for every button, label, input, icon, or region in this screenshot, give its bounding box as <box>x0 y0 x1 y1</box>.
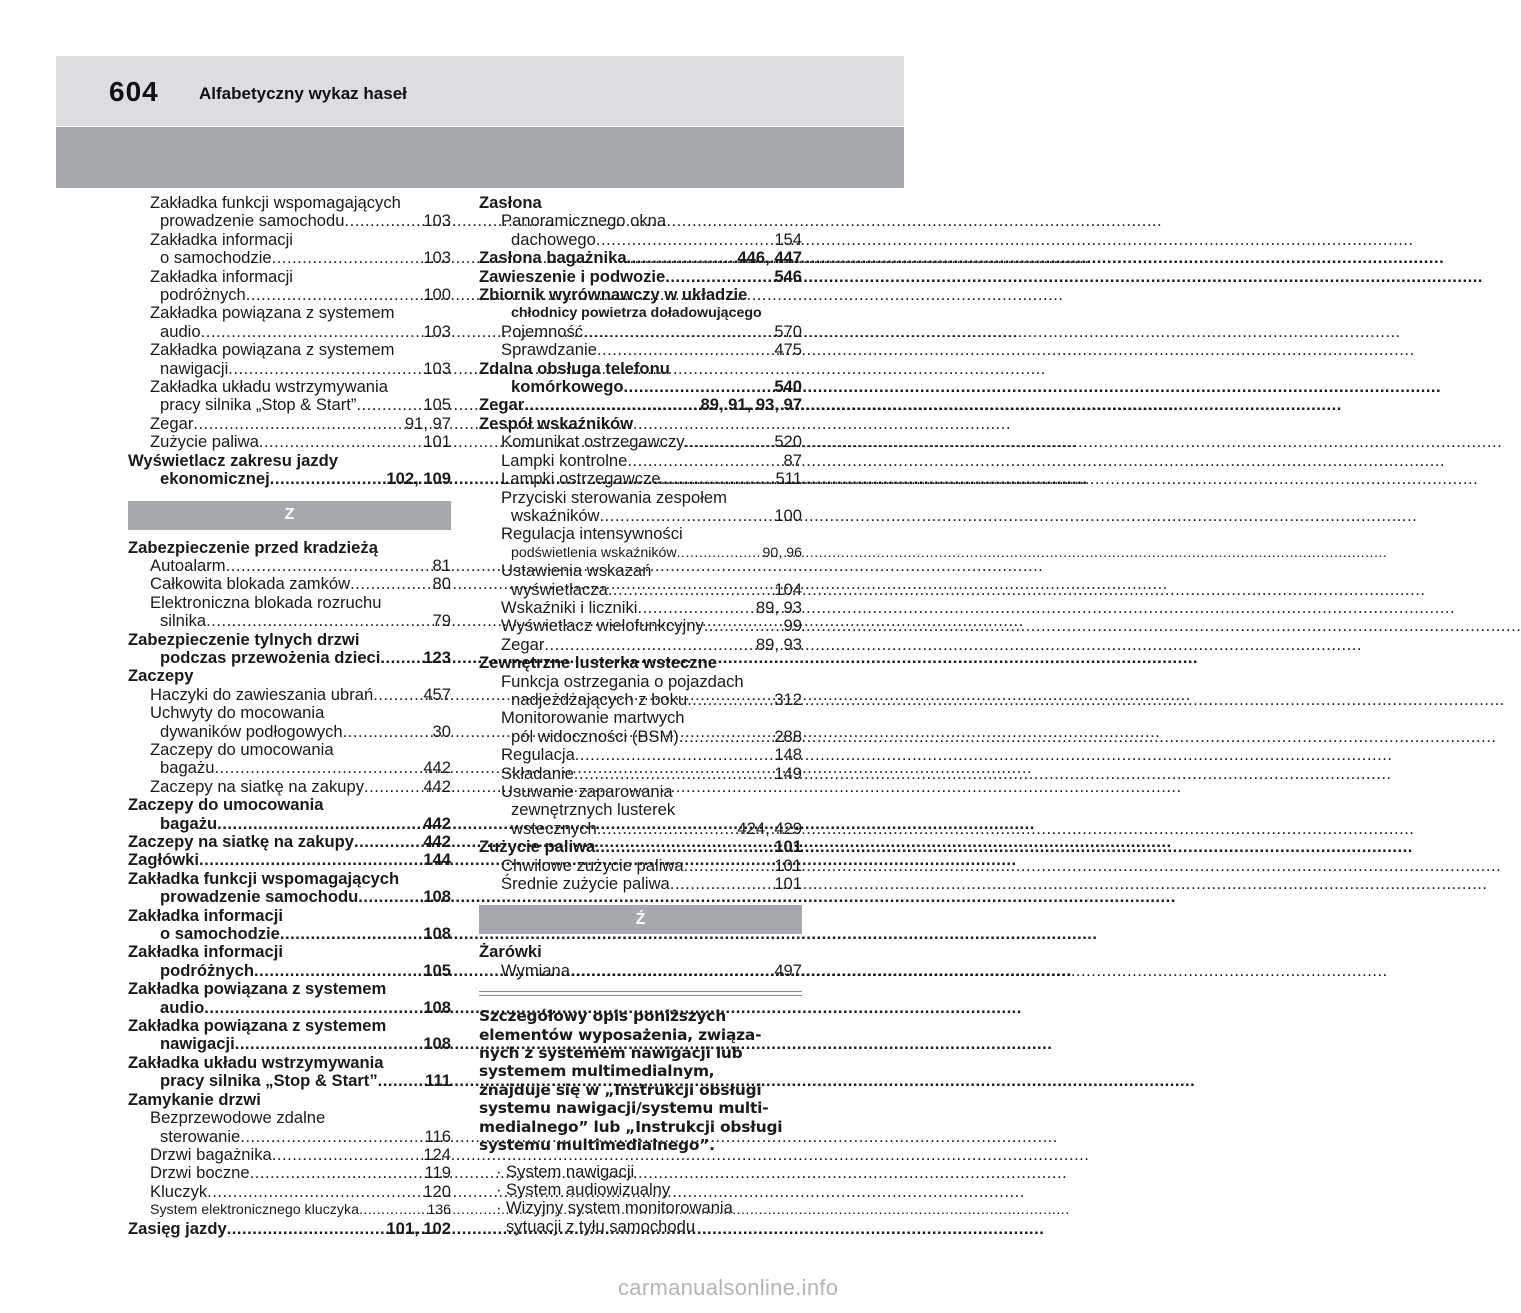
index-entry <box>128 249 451 267</box>
entry-page: 511 <box>775 469 802 489</box>
entry-page: 144 <box>423 850 451 870</box>
dot-leader <box>272 249 424 267</box>
entry-page: 99 <box>783 616 802 636</box>
dot-leader <box>272 1146 424 1164</box>
index-entry: Bezprzewodowe zdalne <box>150 1108 326 1128</box>
entry-page: 442 <box>423 832 451 851</box>
entry-term: Haczyki do zawieszania ubrań <box>150 684 374 704</box>
index-entry <box>479 231 802 249</box>
index-entry <box>479 617 802 635</box>
index-entry: Zamykanie drzwi <box>128 1089 261 1109</box>
dot-leader <box>661 470 776 488</box>
entry-term: podróżnych <box>160 285 246 305</box>
index-entry <box>128 649 451 667</box>
dot-leader <box>359 1201 427 1219</box>
entry-term: audio <box>160 997 205 1017</box>
entry-page: 103 <box>423 211 451 231</box>
bullet-item <box>479 1181 802 1199</box>
bullet-item <box>479 1199 802 1217</box>
spacer <box>479 893 802 905</box>
entry-term: podświetlenia wskaźników <box>511 544 677 561</box>
index-entry <box>479 433 802 451</box>
note-text: nych z systemem nawigacji lub <box>479 1044 743 1063</box>
dot-leader <box>199 851 423 869</box>
index-entry <box>479 507 802 525</box>
entry-term: dachowego <box>511 229 596 249</box>
entry-term: nadjeżdżających z boku <box>511 689 688 709</box>
entry-page: 119 <box>424 1163 451 1183</box>
index-entry <box>479 875 802 893</box>
entry-page: 520 <box>774 432 802 452</box>
entry-term: Zagłówki <box>128 850 199 870</box>
entry-page: 103 <box>423 321 451 341</box>
note-text: systemem multimedialnym, <box>479 1062 715 1081</box>
entry-term: Całkowita blokada zamków <box>150 574 351 594</box>
index-entry: Zakładka informacji <box>150 266 293 286</box>
dot-leader <box>597 341 774 359</box>
index-entry <box>479 838 802 856</box>
entry-term: wyświetlacza <box>511 579 608 599</box>
index-entry <box>479 341 802 359</box>
entry-term: Wskaźniki i liczniki <box>501 597 638 617</box>
entry-term: bagażu <box>160 813 218 833</box>
entry-page: 442 <box>423 776 451 796</box>
entry-term: Lampki kontrolne <box>501 450 628 470</box>
index-entry <box>128 778 451 796</box>
dot-leader <box>544 636 756 654</box>
entry-term: bagażu <box>160 758 215 778</box>
entry-page: 108 <box>423 887 451 907</box>
index-entry <box>128 1164 451 1182</box>
entry-term: o samochodzie <box>160 248 272 268</box>
entry-term: pracy silnika „Stop & Start” <box>160 395 357 415</box>
entry-page: 124 <box>423 1144 451 1164</box>
entry-term: Sprawdzanie <box>501 340 597 360</box>
entry-term: Wyświetlacz wielofunkcyjny <box>501 616 704 636</box>
index-entry <box>479 544 802 562</box>
dot-leader <box>687 691 774 709</box>
dot-leader <box>524 396 700 414</box>
entry-term: podróżnych <box>160 960 255 980</box>
dot-leader <box>684 857 775 875</box>
index-entry <box>128 1201 451 1219</box>
note-text: systemu multimedialnego”. <box>479 1136 715 1155</box>
dot-leader <box>254 962 423 980</box>
index-entry: Zakładka układu wstrzymywania <box>128 1052 384 1072</box>
entry-term: Zasięg jazdy <box>128 1218 227 1238</box>
entry-term: Drzwi boczne <box>150 1163 250 1183</box>
index-entry: Zbiornik wyrównawczy w układzie <box>479 285 748 305</box>
letter-header: Z <box>128 501 451 530</box>
entry-term: prowadzenie samochodu <box>160 211 345 231</box>
index-entry <box>479 599 802 617</box>
dot-leader <box>373 686 423 704</box>
bullet-text: sytuacji z tyłu samochodu <box>506 1216 696 1236</box>
dot-leader <box>228 360 423 378</box>
index-entry <box>479 962 802 980</box>
note-text: systemu nawigacji/systemu multi- <box>479 1099 769 1118</box>
entry-term: Zużycie paliwa <box>150 432 259 452</box>
entry-page: 101 <box>774 855 802 875</box>
index-entry <box>479 857 802 875</box>
dot-leader <box>204 999 423 1017</box>
entry-term: podczas przewożenia dzieci <box>160 647 381 667</box>
bullet-text: Wizyjny system monitorowania <box>506 1198 733 1218</box>
entry-page: 540 <box>774 377 802 397</box>
dot-leader <box>575 746 775 764</box>
entry-page: 546 <box>774 266 802 286</box>
entry-page: 149 <box>774 763 802 783</box>
page-title: Alfabetyczny wykaz haseł <box>199 84 407 103</box>
entry-page: 100 <box>774 505 802 525</box>
entry-page: 136 <box>427 1202 451 1219</box>
index-entry <box>128 557 451 575</box>
index-entry <box>128 759 451 777</box>
entry-page: 101 <box>774 874 802 894</box>
index-entry: Ustawienia wskazań <box>501 561 652 581</box>
index-entry <box>128 815 451 833</box>
dot-leader <box>217 815 423 833</box>
entry-term: silnika <box>160 611 207 631</box>
entry-page: 101, 102 <box>386 1218 451 1238</box>
spacer <box>479 980 802 991</box>
entry-page: 105 <box>423 395 451 415</box>
dot-leader <box>250 1164 425 1182</box>
index-entry <box>479 268 802 286</box>
index-entry: Zabezpieczenie przed kradzieżą <box>128 537 378 557</box>
index-entry <box>128 833 451 851</box>
entry-page: 108 <box>423 997 451 1017</box>
index-entry: Funkcja ostrzegania o pojazdach <box>501 671 744 691</box>
spacer <box>479 996 802 1007</box>
index-entry: Przyciski sterowania zespołem <box>501 487 727 507</box>
bullet-text: System nawigacji <box>506 1161 635 1181</box>
entry-page: 87 <box>783 450 802 470</box>
entry-term: Wymiana <box>501 960 571 980</box>
entry-page: 104 <box>774 579 802 599</box>
dot-leader <box>380 649 423 667</box>
header-bar <box>56 56 904 126</box>
dot-leader <box>570 962 774 980</box>
entry-page: 116 <box>424 1126 451 1146</box>
dot-leader <box>378 1072 426 1090</box>
index-entry <box>128 723 451 741</box>
index-entry <box>479 746 802 764</box>
dot-leader <box>670 875 775 893</box>
index-entry: Regulacja intensywności <box>501 524 683 544</box>
dot-leader <box>665 268 774 286</box>
dot-leader <box>207 1183 423 1201</box>
entry-term: Zasłona bagażnika <box>479 248 627 268</box>
entry-term: komórkowego <box>511 377 624 397</box>
dot-leader <box>235 1035 424 1053</box>
index-entry: Zakładka funkcji wspomagających <box>150 193 401 212</box>
index-entry <box>128 323 451 341</box>
index-entry: Zdalna obsługa telefonu <box>479 358 670 378</box>
index-entry <box>479 249 802 267</box>
entry-term: Zegar <box>479 395 525 415</box>
entry-page: 101 <box>774 837 802 857</box>
dot-leader <box>354 833 423 851</box>
note-text: elementów wyposażenia, związa- <box>479 1025 762 1044</box>
index-entry: Zakładka powiązana z systemem <box>150 303 395 323</box>
index-entry <box>128 286 451 304</box>
index-column-left <box>128 194 451 1238</box>
index-entry <box>479 765 802 783</box>
index-entry <box>128 1072 451 1090</box>
entry-term: dywaników podłogowych <box>160 721 343 741</box>
index-entry: Panoramicznego okna <box>501 211 667 231</box>
dot-leader <box>685 433 775 451</box>
note-text: medialnego” lub „Instrukcji obsługi <box>479 1117 783 1136</box>
entry-term: Średnie zużycie paliwa <box>501 874 670 894</box>
index-entry: Zaczepy do umocowania <box>150 739 334 759</box>
bullet-dot-icon: · <box>496 1198 502 1218</box>
entry-page: 288 <box>774 726 802 746</box>
entry-page: 91, 97 <box>404 413 451 433</box>
entry-term: Składanie <box>501 763 574 783</box>
dot-leader <box>193 415 405 433</box>
dot-leader <box>627 452 783 470</box>
entry-term: Drzwi bagażnika <box>150 1144 272 1164</box>
dot-leader <box>364 778 423 796</box>
bullet-item <box>479 1163 802 1181</box>
index-entry <box>128 212 451 230</box>
index-entry: chłodnicy powietrza doładowującego <box>511 305 762 322</box>
index-entry <box>128 1220 451 1238</box>
entry-page: 424, 429 <box>737 818 802 838</box>
index-entry <box>128 1128 451 1146</box>
entry-page: 103 <box>423 358 451 378</box>
index-entry <box>128 575 451 593</box>
dot-leader <box>596 231 774 249</box>
note-text: znajduje się w „Instrukcji obsługi <box>479 1080 762 1099</box>
spacer <box>128 489 451 501</box>
entry-page: 154 <box>774 229 802 249</box>
dot-leader <box>214 759 423 777</box>
entry-page: 90, 96 <box>762 544 802 561</box>
watermark: carmanualsonline.info <box>618 1275 839 1300</box>
index-entry: Uchwyty do mocowania <box>150 703 325 723</box>
entry-page: 497 <box>774 960 802 980</box>
entry-term: Zawieszenie i podwozie <box>479 266 666 286</box>
entry-term: Zegar <box>501 634 545 654</box>
dot-leader <box>201 323 424 341</box>
entry-page: 108 <box>423 924 451 944</box>
index-entry <box>128 1146 451 1164</box>
dot-leader <box>227 1220 387 1238</box>
entry-page: 111 <box>425 1071 451 1091</box>
index-entry <box>128 962 451 980</box>
index-entry: Zakładka powiązana z systemem <box>150 340 395 360</box>
index-entry: Zewnętrzne lusterka wsteczne <box>479 653 717 673</box>
index-entry: Zakładka funkcji wspomagających <box>128 868 400 888</box>
index-entry <box>128 686 451 704</box>
dot-leader <box>240 1128 424 1146</box>
index-entry <box>479 728 802 746</box>
index-entry: Zasłona <box>479 193 542 212</box>
entry-page: 79 <box>432 611 451 631</box>
entry-term: Regulacja <box>501 745 575 765</box>
dot-leader <box>624 378 775 396</box>
dot-leader <box>280 925 423 943</box>
entry-page: 89, 93 <box>755 597 802 617</box>
index-entry: Zakładka powiązana z systemem <box>128 1016 387 1036</box>
entry-term: Zaczepy na siatkę na zakupy <box>150 776 364 796</box>
entry-page: 457 <box>423 684 451 704</box>
entry-page: 442 <box>423 813 451 833</box>
index-entry <box>479 581 802 599</box>
entry-page: 570 <box>774 321 802 341</box>
entry-page: 148 <box>774 745 802 765</box>
entry-term: wstecznych <box>511 818 597 838</box>
index-entry <box>479 691 802 709</box>
index-entry <box>128 999 451 1017</box>
entry-term: nawigacji <box>160 358 229 378</box>
dot-leader <box>270 470 387 488</box>
index-entry <box>128 396 451 414</box>
entry-page: 475 <box>774 340 802 360</box>
index-entry <box>128 1035 451 1053</box>
entry-term: System elektronicznego kluczyka <box>150 1202 359 1219</box>
dot-leader <box>246 286 424 304</box>
dot-leader <box>679 728 774 746</box>
index-entry <box>128 925 451 943</box>
entry-page: 89, 93 <box>755 634 802 654</box>
entry-page: 312 <box>774 689 802 709</box>
dot-leader <box>259 433 423 451</box>
entry-page: 446, 447 <box>737 248 802 268</box>
dot-leader <box>358 888 423 906</box>
page-number: 604 <box>109 76 159 107</box>
index-entry <box>128 360 451 378</box>
dot-leader <box>583 323 774 341</box>
index-entry: Usuwanie zaparowania <box>501 782 673 801</box>
index-entry <box>479 470 802 488</box>
index-entry: Zaczepy <box>128 666 194 686</box>
entry-page: 105 <box>423 960 451 980</box>
index-entry: Elektroniczna blokada rozruchu <box>150 592 382 612</box>
entry-page: 102, 109 <box>386 469 451 489</box>
entry-term: Pojemność <box>501 321 584 341</box>
entry-term: sterowanie <box>160 1126 241 1146</box>
dot-leader <box>356 396 423 414</box>
index-entry: Zakładka informacji <box>150 229 293 249</box>
index-entry: Zakładka informacji <box>128 905 283 925</box>
entry-page: 123 <box>423 647 451 667</box>
dot-leader <box>206 612 432 630</box>
dot-leader <box>608 581 774 599</box>
index-entry: Zaczepy do umocowania <box>128 795 324 815</box>
entry-term: ekonomicznej <box>160 469 270 489</box>
dot-leader <box>350 575 432 593</box>
index-entry: Zakładka układu wstrzymywania <box>150 377 388 397</box>
index-entry <box>128 415 451 433</box>
entry-term: Chwilowe zużycie paliwa <box>501 855 684 875</box>
entry-page: 442 <box>423 758 451 778</box>
entry-term: Zaczepy na siatkę na zakupy <box>128 832 354 851</box>
index-entry: Wyświetlacz zakresu jazdy <box>128 450 338 470</box>
dot-leader <box>226 557 433 575</box>
dot-leader <box>677 544 763 562</box>
index-entry <box>479 323 802 341</box>
entry-term: audio <box>160 321 201 341</box>
dot-leader <box>595 838 774 856</box>
index-entry: Zabezpieczenie tylnych drzwi <box>128 629 360 649</box>
entry-term: wskaźników <box>511 505 600 525</box>
entry-page: 81 <box>432 555 451 575</box>
dot-leader <box>704 617 784 635</box>
dot-leader <box>343 723 433 741</box>
entry-term: nawigacji <box>160 1034 235 1054</box>
entry-page: 80 <box>432 574 451 594</box>
index-entry <box>128 433 451 451</box>
entry-term: o samochodzie <box>160 924 280 944</box>
entry-term: Autoalarm <box>150 555 226 575</box>
dot-leader <box>597 820 738 838</box>
letter-header: Ź <box>479 905 802 934</box>
entry-term: Komunikat ostrzegawczy <box>501 432 685 452</box>
entry-term: pól widoczności (BSM) <box>511 726 679 746</box>
index-entry: Zakładka powiązana z systemem <box>128 979 387 999</box>
note-text: Szczegółowy opis poniższych <box>479 1007 727 1026</box>
index-entry <box>128 1183 451 1201</box>
index-entry <box>479 636 802 654</box>
index-entry <box>128 888 451 906</box>
entry-page: 103 <box>423 248 451 268</box>
dot-leader <box>345 212 424 230</box>
index-entry: zewnętrznych lusterek <box>511 800 676 820</box>
index-entry <box>479 820 802 838</box>
index-entry: Zespół wskaźników <box>479 413 633 433</box>
entry-term: Zużycie paliwa <box>479 837 596 857</box>
entry-page: 101 <box>423 432 451 452</box>
entry-page: 30 <box>432 721 451 741</box>
index-entry <box>479 452 802 470</box>
dot-leader <box>627 249 738 267</box>
index-entry <box>128 470 451 488</box>
index-entry: Zakładka informacji <box>128 942 283 962</box>
header-band <box>56 127 904 188</box>
index-entry <box>479 378 802 396</box>
index-entry: Żarówki <box>479 942 542 962</box>
dot-leader <box>637 599 755 617</box>
entry-term: pracy silnika „Stop & Start” <box>160 1071 378 1091</box>
entry-page: 89, 91, 93, 97 <box>700 395 802 415</box>
index-entry <box>479 396 802 414</box>
entry-term: prowadzenie samochodu <box>160 887 359 907</box>
index-entry: Monitorowanie martwych <box>501 708 685 728</box>
dot-leader <box>574 765 774 783</box>
entry-page: 108 <box>423 1034 451 1054</box>
entry-term: Kluczyk <box>150 1181 208 1201</box>
entry-term: Lampki ostrzegawcze <box>501 469 661 489</box>
bullet-text: System audiowizualny <box>506 1179 671 1199</box>
bullet-dot-icon: · <box>496 1179 502 1199</box>
entry-page: 100 <box>423 285 451 305</box>
entry-page: 120 <box>423 1181 451 1201</box>
index-column-right <box>479 194 802 1236</box>
index-entry <box>128 851 451 869</box>
dot-leader <box>600 507 775 525</box>
bullet-dot-icon: · <box>496 1161 502 1181</box>
index-entry <box>128 612 451 630</box>
entry-term: Zegar <box>150 413 194 433</box>
